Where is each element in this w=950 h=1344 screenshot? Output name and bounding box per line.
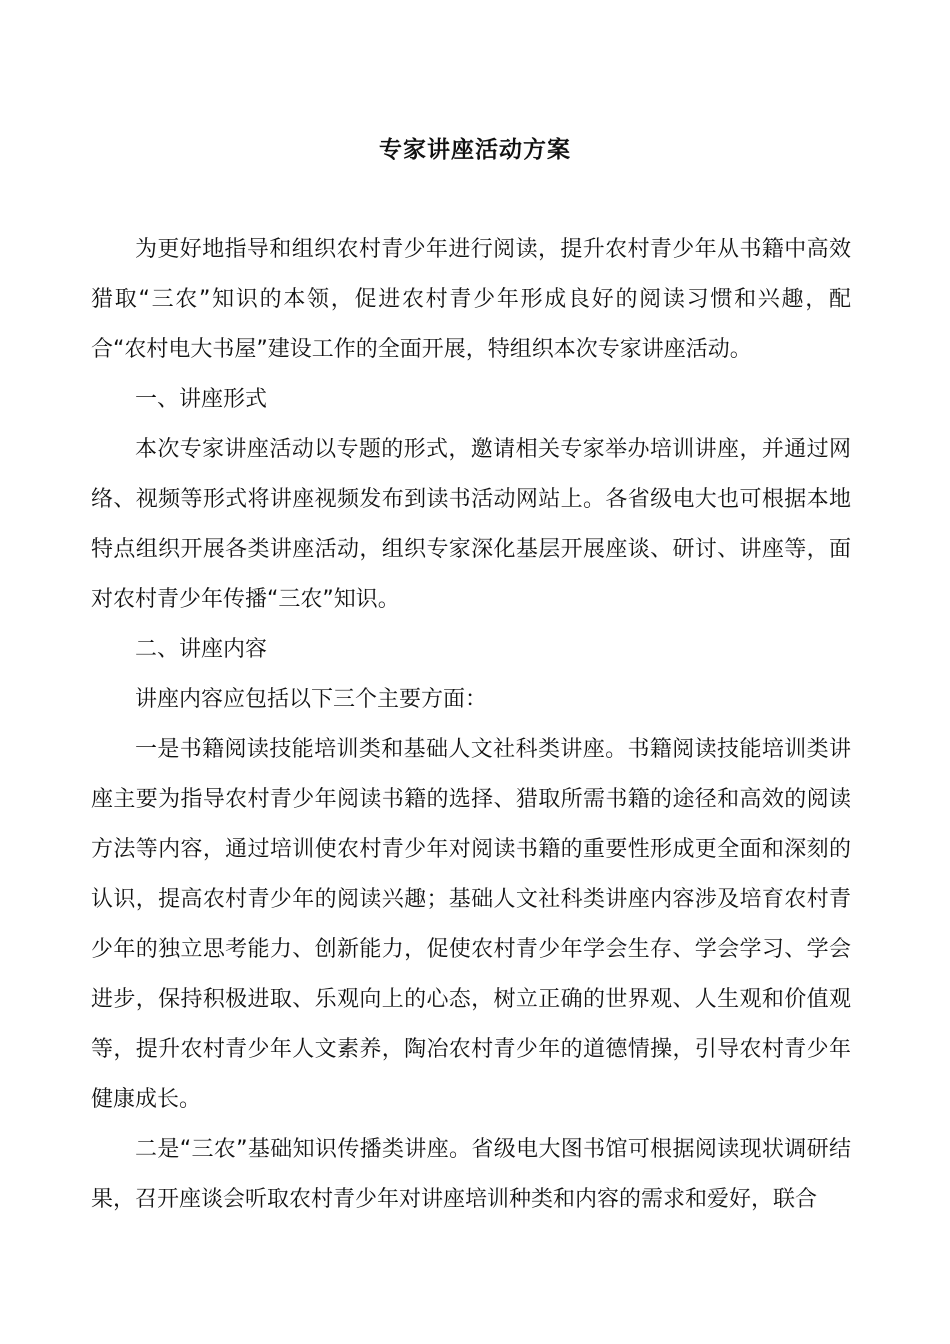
- content-item-two-paragraph: 二是“三农”基础知识传播类讲座。省级电大图书馆可根据阅读现状调研结果，召开座谈会听取农村青少年对讲座培训种类和内容的需求和爱好，联合: [91, 1137, 851, 1212]
- section-heading-content: 二、讲座内容: [135, 637, 268, 662]
- document-title: 专家讲座活动方案: [379, 137, 571, 163]
- document-body: [91, 225, 851, 1225]
- section-heading-format: 一、讲座形式: [135, 387, 268, 412]
- content-item-one-paragraph: 一是书籍阅读技能培训类和基础人文社科类讲座。书籍阅读技能培训类讲座主要为指导农村青少年阅读书籍的选择、猎取所需书籍的途径和高效的阅读方法等内容，通过培训使农村青少年对阅读书籍的重要性形成更全面和深刻的认识，提高农村青少年的阅读兴趣；基础人文社科类讲座内容涉及培育农村青少年的独立思考能力、创新能力，促使农村青少年学会生存、学会学习、学会进步，保持积极进取、乐观向上的心态，树立正确的世界观、人生观和价值观等，提升农村青少年人文素养，陶冶农村青少年的道德情操，引导农村青少年健康成长。: [91, 737, 851, 1112]
- intro-paragraph: 为更好地指导和组织农村青少年进行阅读，提升农村青少年从书籍中高效猎取“三农”知识的本领，促进农村青少年形成良好的阅读习惯和兴趣，配合“农村电大书屋”建设工作的全面开展，特组织本次专家讲座活动。: [91, 237, 851, 362]
- format-paragraph: 本次专家讲座活动以专题的形式，邀请相关专家举办培训讲座，并通过网络、视频等形式将讲座视频发布到读书活动网站上。各省级电大也可根据本地特点组织开展各类讲座活动，组织专家深化基层开展座谈、研讨、讲座等，面对农村青少年传播“三农”知识。: [91, 437, 851, 612]
- content-intro-paragraph: 讲座内容应包括以下三个主要方面：: [135, 687, 488, 712]
